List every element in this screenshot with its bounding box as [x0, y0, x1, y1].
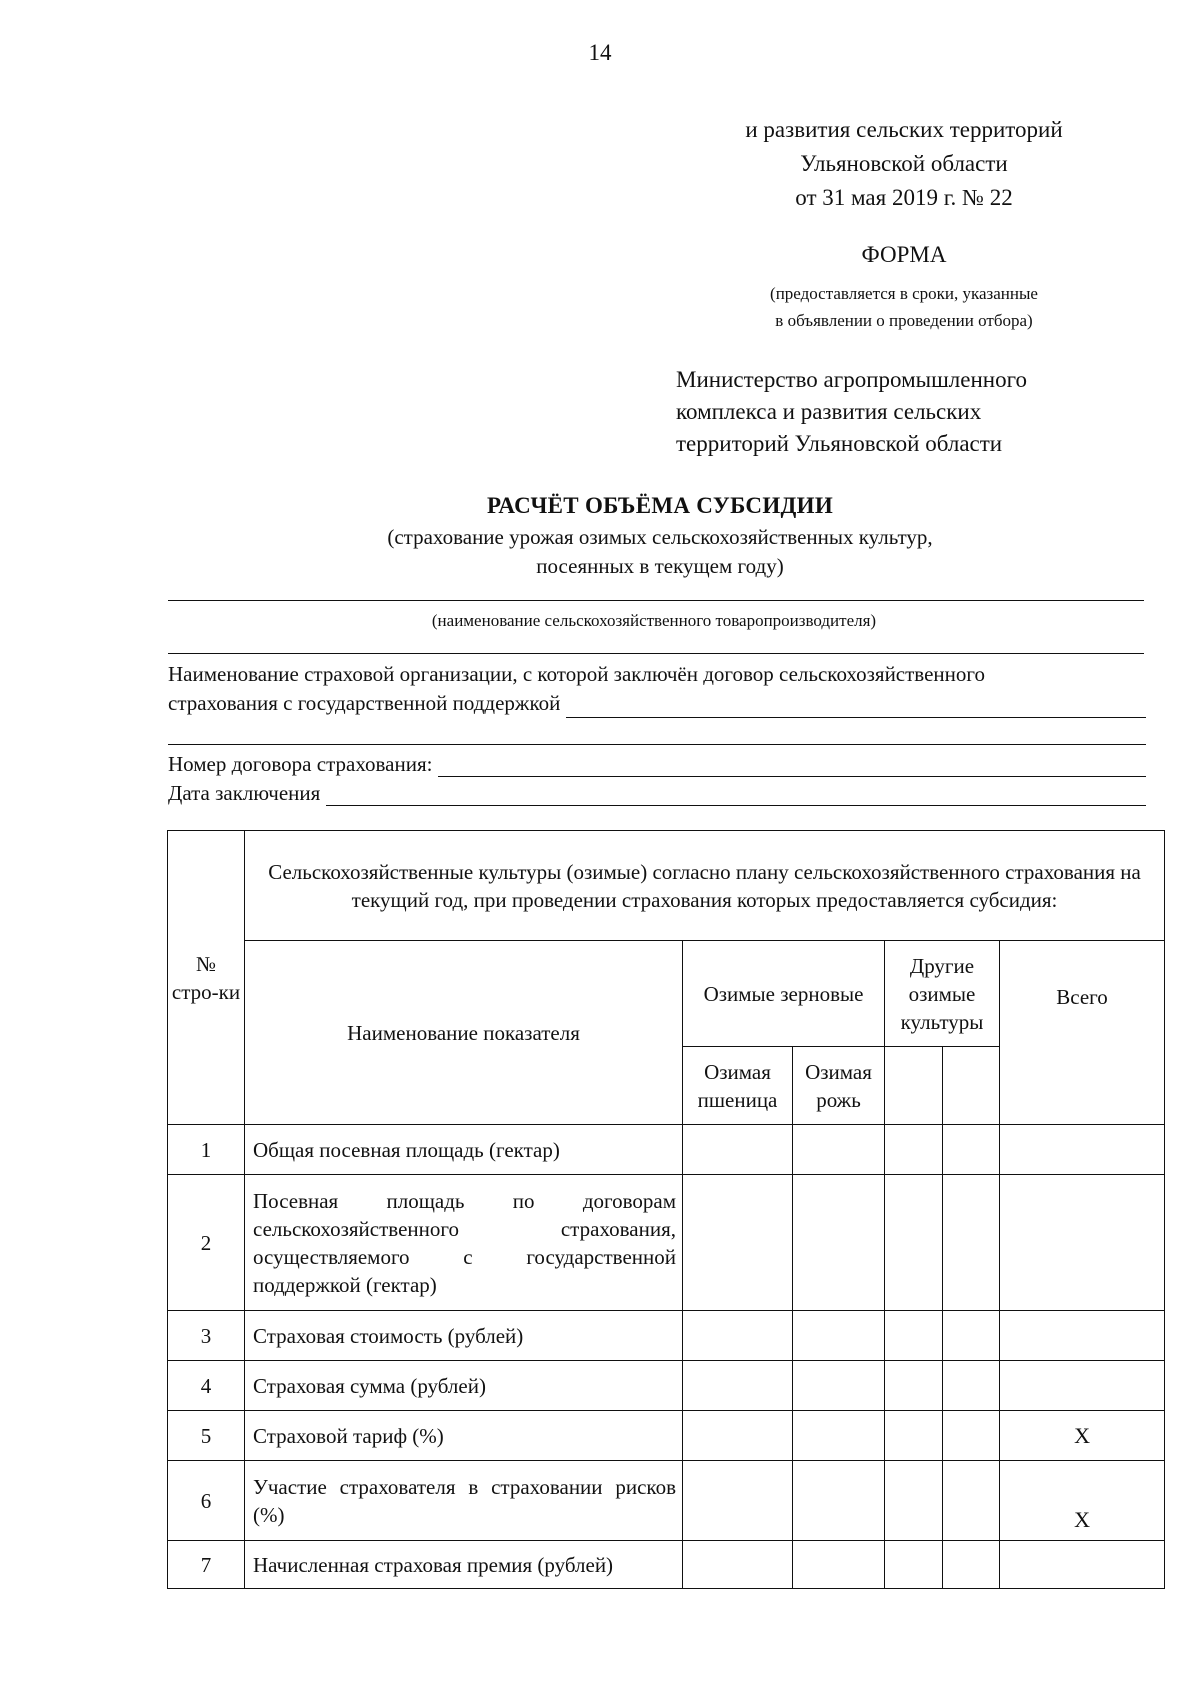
approval-line-3: от 31 мая 2019 г. № 22 [795, 185, 1013, 210]
contract-number-field[interactable] [438, 756, 1146, 777]
winter-wheat-header: Озимая пшеница [683, 1047, 793, 1125]
table-row [168, 1361, 1165, 1411]
table-row [168, 1311, 1165, 1361]
cell-total-not-applicable: X [1000, 1411, 1165, 1461]
crops-header: Сельскохозяйственные культуры (озимые) согласно плану сельскохозяйственного страхования на текущий год, при проведении страхования которых предоставляется субсидия: [245, 831, 1165, 941]
contract-number-row [168, 752, 1146, 777]
table-row [168, 1175, 1165, 1311]
cell-other-2[interactable] [943, 1411, 1000, 1461]
winter-rye-header: Озимая рожь [793, 1047, 885, 1125]
insurer-field [168, 660, 1146, 718]
row-number: 1 [168, 1125, 245, 1175]
cell-other-2[interactable] [943, 1541, 1000, 1589]
insurer-fill-line[interactable] [566, 697, 1146, 718]
cell-winter-wheat[interactable] [683, 1125, 793, 1175]
approval-line-2: Ульяновской области [800, 151, 1008, 176]
table-row [168, 1125, 1165, 1175]
producer-name-line-2[interactable] [168, 653, 1144, 654]
cell-other-1[interactable] [885, 1411, 943, 1461]
forma-note-line-1: (предоставляется в сроки, указанные [770, 284, 1038, 303]
cell-total[interactable] [1000, 1125, 1165, 1175]
contract-date-field[interactable] [326, 785, 1146, 806]
cell-winter-rye[interactable] [793, 1311, 885, 1361]
row-number: 7 [168, 1541, 245, 1589]
document-title: РАСЧЁТ ОБЪЁМА СУБСИДИИ [486, 493, 834, 518]
table-row [168, 1541, 1165, 1589]
forma-note-line-2: в объявлении о проведении отбора) [775, 311, 1033, 330]
insurer-label-line-2: страхования с государственной поддержкой [168, 691, 561, 715]
indicator-name: Страховая сумма (рублей) [245, 1361, 683, 1411]
cell-winter-wheat[interactable] [683, 1461, 793, 1541]
producer-caption: (наименование сельскохозяйственного товаропроизводителя) [431, 611, 877, 630]
cell-winter-rye[interactable] [793, 1361, 885, 1411]
cell-total[interactable] [1000, 1541, 1165, 1589]
cell-other-2[interactable] [943, 1461, 1000, 1541]
subsidy-table [167, 830, 1165, 1589]
cell-other-2[interactable] [943, 1361, 1000, 1411]
ministry-line-2: комплекса и развития сельских [676, 399, 982, 424]
cell-other-2[interactable] [943, 1311, 1000, 1361]
forma-note [700, 280, 1108, 334]
contract-date-label: Дата заключения [168, 781, 321, 805]
approval-line-1: и развития сельских территорий [745, 117, 1063, 142]
indicator-name: Посевная площадь по договорам сельскохозяйственного страхования, осуществляемого с государственной поддержкой (гектар) [245, 1175, 683, 1311]
cell-other-1[interactable] [885, 1125, 943, 1175]
cell-total[interactable] [1000, 1175, 1165, 1311]
row-number: 5 [168, 1411, 245, 1461]
row-number: 3 [168, 1311, 245, 1361]
winter-grain-header: Озимые зерновые [683, 941, 885, 1047]
row-number: 6 [168, 1461, 245, 1541]
cell-winter-rye[interactable] [793, 1541, 885, 1589]
cell-total[interactable] [1000, 1311, 1165, 1361]
cell-winter-rye[interactable] [793, 1461, 885, 1541]
ministry-addressee [676, 364, 1027, 460]
indicator-name: Страховой тариф (%) [245, 1411, 683, 1461]
cell-other-1[interactable] [885, 1361, 943, 1411]
subtitle-line-1: (страхование урожая озимых сельскохозяйственных культур, [387, 525, 933, 549]
cell-winter-rye[interactable] [793, 1125, 885, 1175]
indicator-name: Страховая стоимость (рублей) [245, 1311, 683, 1361]
cell-winter-wheat[interactable] [683, 1411, 793, 1461]
cell-other-1[interactable] [885, 1175, 943, 1311]
contract-date-row [168, 781, 1146, 806]
table-row [168, 1461, 1165, 1541]
ministry-line-3: территорий Ульяновской области [676, 431, 1003, 456]
page-number: 14 [588, 40, 612, 65]
cell-winter-wheat[interactable] [683, 1361, 793, 1411]
forma-title: ФОРМА [861, 242, 947, 267]
row-number: 4 [168, 1361, 245, 1411]
other-winter-header: Другие озимые культуры [885, 941, 1000, 1047]
subtitle-line-2: посеянных в текущем году) [536, 554, 784, 578]
cell-other-2[interactable] [943, 1175, 1000, 1311]
row-number-header: № стро-ки [168, 831, 245, 1125]
total-header: Всего [1000, 941, 1165, 1125]
cell-winter-wheat[interactable] [683, 1541, 793, 1589]
insurer-label-row-2 [168, 689, 1146, 718]
other-crop-1-header [885, 1047, 943, 1125]
cell-winter-rye[interactable] [793, 1411, 885, 1461]
cell-other-2[interactable] [943, 1125, 1000, 1175]
cell-total-not-applicable: X [1000, 1461, 1165, 1541]
insurer-fill-line-2[interactable] [168, 744, 1146, 745]
ministry-line-1: Министерство агропромышленного [676, 367, 1027, 392]
indicator-name: Начисленная страховая премия (рублей) [245, 1541, 683, 1589]
cell-winter-wheat[interactable] [683, 1311, 793, 1361]
insurer-label-line-1: Наименование страховой организации, с которой заключён договор сельскохозяйственного [168, 662, 985, 686]
row-number: 2 [168, 1175, 245, 1311]
cell-total[interactable] [1000, 1361, 1165, 1411]
cell-other-1[interactable] [885, 1541, 943, 1589]
table-row [168, 1411, 1165, 1461]
cell-winter-rye[interactable] [793, 1175, 885, 1311]
producer-name-line[interactable] [168, 600, 1144, 601]
indicator-name: Общая посевная площадь (гектар) [245, 1125, 683, 1175]
approval-block [700, 113, 1108, 215]
cell-winter-wheat[interactable] [683, 1175, 793, 1311]
document-subtitle [0, 523, 1200, 581]
cell-other-1[interactable] [885, 1311, 943, 1361]
indicator-name: Участие страхователя в страховании рисков (%) [245, 1461, 683, 1541]
cell-other-1[interactable] [885, 1461, 943, 1541]
contract-number-label: Номер договора страхования: [168, 752, 433, 776]
indicator-header: Наименование показателя [245, 941, 683, 1125]
other-crop-2-header [943, 1047, 1000, 1125]
